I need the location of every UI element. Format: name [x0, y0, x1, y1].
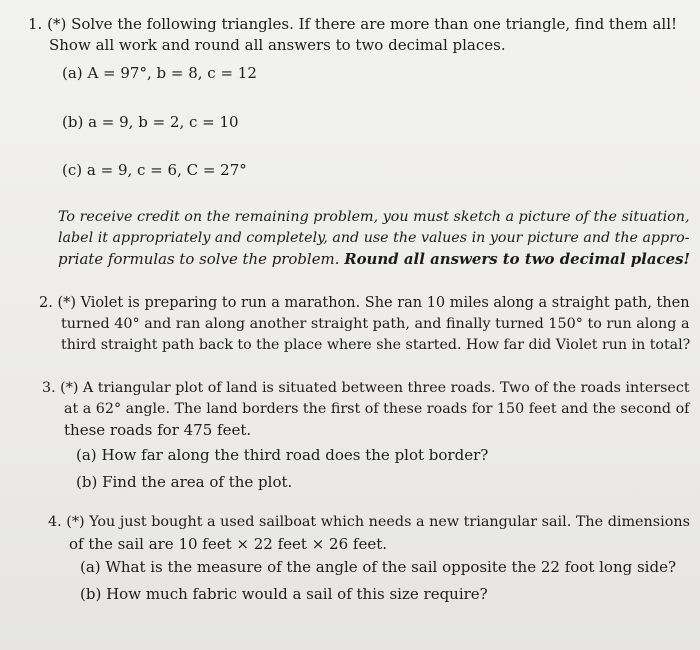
problem-3-line-1	[42, 378, 690, 399]
part-label: (a)	[80, 558, 101, 576]
problem-4-line-1	[48, 512, 690, 533]
problem-3-part-b	[76, 472, 292, 493]
part-label: (a)	[76, 446, 97, 464]
part-text: What is the measure of the angle of the sail opposite the 22 foot long side?	[105, 558, 676, 576]
problem-1-part-c	[62, 160, 247, 181]
part-text: a = 9, b = 2, c = 10	[88, 113, 239, 131]
problem-4-number: 4.	[48, 514, 62, 530]
problem-1-line-1	[28, 14, 677, 35]
problem-1-marker: (*)	[47, 15, 67, 33]
part-label: (a)	[62, 64, 83, 82]
problem-3-number: 3.	[42, 380, 56, 396]
part-text: A = 97°, b = 8, c = 12	[87, 64, 257, 82]
note-line-3-bold: Round all answers to two decimal places!	[344, 250, 691, 268]
part-label: (b)	[80, 585, 102, 603]
problem-4-line-2: of the sail are 10 feet × 22 feet × 26 feet.	[69, 535, 387, 553]
problem-1-part-b	[62, 112, 239, 133]
problem-3-line-3: these roads for 475 feet.	[64, 421, 252, 439]
problem-2-line-3: third straight path back to the place where she started. How far did Violet run in total?	[61, 337, 691, 353]
problem-2-line-1	[39, 293, 690, 314]
problem-3-text-1: A triangular plot of land is situated between three roads. Two of the roads intersect	[82, 380, 690, 396]
problem-1-part-a	[62, 63, 257, 84]
problem-1-line-2: Show all work and round all answers to two decimal places.	[49, 36, 506, 54]
part-label: (b)	[62, 113, 84, 131]
problem-4-text-1: You just bought a used sailboat which needs a new triangular sail. The dimensions	[89, 514, 690, 530]
part-text: How much fabric would a sail of this size require?	[106, 585, 488, 603]
part-text: How far along the third road does the plot border?	[101, 446, 489, 464]
problem-1-text-1: Solve the following triangles. If there are more than one triangle, find them all!	[71, 15, 678, 33]
problem-2-marker: (*)	[57, 295, 76, 311]
note-line-2: label it appropriately and completely, and use the values in your picture and the appro-	[58, 230, 690, 246]
note-line-1: To receive credit on the remaining problem, you must sketch a picture of the situation,	[58, 209, 690, 225]
problem-1-number: 1.	[28, 15, 43, 33]
part-text: a = 9, c = 6, C = 27°	[86, 161, 247, 179]
problem-3-part-a	[76, 445, 488, 466]
problem-3-line-2: at a 62° angle. The land borders the first of these roads for 150 feet and the second of	[64, 401, 690, 417]
note-line-3	[58, 249, 690, 270]
problem-2-text-1: Violet is preparing to run a marathon. She ran 10 miles along a straight path, then	[80, 295, 690, 311]
part-text: Find the area of the plot.	[102, 473, 293, 491]
problem-4-part-a	[80, 557, 676, 578]
part-label: (b)	[76, 473, 98, 491]
note-line-3-italic: priate formulas to solve the problem.	[58, 250, 340, 268]
part-label: (c)	[62, 161, 83, 179]
problem-2-line-2: turned 40° and ran along another straight path, and finally turned 150° to run along a	[61, 316, 690, 332]
problem-4-marker: (*)	[66, 514, 85, 530]
problem-2-number: 2.	[39, 295, 53, 311]
problem-3-marker: (*)	[60, 380, 79, 396]
problem-4-part-b	[80, 584, 488, 605]
